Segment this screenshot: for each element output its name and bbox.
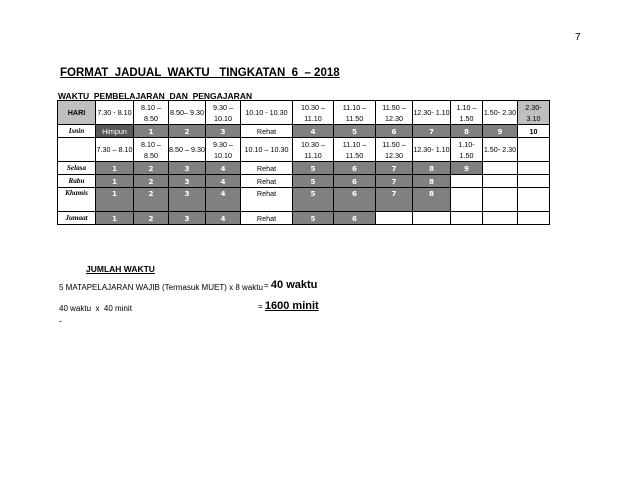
time-cell: 7.30 – 8.10: [96, 138, 134, 162]
period-cell: 1: [96, 188, 134, 212]
period-cell: 9: [483, 125, 518, 138]
day-label: Selasa: [58, 162, 96, 175]
empty-cell: [376, 212, 413, 225]
period-cell: 6: [334, 175, 376, 188]
time-header-cell: 10.30 – 11.10: [293, 101, 334, 125]
time-header-cell: 10.10 - 10.30: [241, 101, 293, 125]
time-header-cell: 8.50– 9.30: [169, 101, 206, 125]
period-cell: 4: [206, 162, 241, 175]
equals-sign: =: [258, 302, 263, 311]
period-cell: 2: [134, 162, 169, 175]
page-number: 7: [575, 32, 581, 43]
empty-cell: [518, 162, 550, 175]
period-cell: 8: [451, 125, 483, 138]
period-cell: 10: [518, 125, 550, 138]
day-label: Rabu: [58, 175, 96, 188]
empty-cell: [483, 175, 518, 188]
time-cell: 1.50- 2.30: [483, 138, 518, 162]
empty-cell: [483, 212, 518, 225]
empty-cell: [518, 138, 550, 162]
period-cell: 2: [134, 188, 169, 212]
calc-result-2: [258, 300, 319, 312]
time-header-cell: 2.30- 3.10: [518, 101, 550, 125]
rehat-cell: Rehat: [241, 175, 293, 188]
time-header-cell: 7.30 - 8.10: [96, 101, 134, 125]
empty-cell: [58, 138, 96, 162]
period-cell: 3: [206, 125, 241, 138]
period-cell: 5: [293, 188, 334, 212]
calc-result-1: [264, 279, 317, 291]
period-cell: 4: [206, 175, 241, 188]
period-cell: 1: [134, 125, 169, 138]
header-row: [58, 101, 550, 125]
empty-cell: [451, 212, 483, 225]
period-cell: 5: [334, 125, 376, 138]
time-header-cell: 8.10 – 8.50: [134, 101, 169, 125]
selasa-row: [58, 162, 550, 175]
rabu-row: [58, 175, 550, 188]
time-cell: 8.10 – 8.50: [134, 138, 169, 162]
period-cell: 6: [376, 125, 413, 138]
period-cell: 9: [451, 162, 483, 175]
rehat-cell: Rehat: [241, 125, 293, 138]
jumaat-row: [58, 212, 550, 225]
period-cell: 5: [293, 175, 334, 188]
empty-cell: [483, 162, 518, 175]
empty-cell: [483, 188, 518, 212]
period-cell: 5: [293, 162, 334, 175]
time-header-cell: 1.10 – 1.50: [451, 101, 483, 125]
period-cell: 7: [413, 125, 451, 138]
empty-cell: [518, 188, 550, 212]
day-label: Isnin: [58, 125, 96, 138]
day-label: Khamis: [58, 188, 96, 212]
empty-cell: [413, 212, 451, 225]
isnin-row: [58, 125, 550, 138]
himpun-cell: Himpun: [96, 125, 134, 138]
period-cell: 4: [293, 125, 334, 138]
hari-label: HARI: [58, 101, 96, 125]
period-cell: 1: [96, 162, 134, 175]
time-header-cell: 12.30- 1.10: [413, 101, 451, 125]
jumlah-waktu-heading: JUMLAH WAKTU: [86, 264, 155, 274]
empty-cell: [451, 175, 483, 188]
period-cell: 6: [334, 188, 376, 212]
period-cell: 5: [293, 212, 334, 225]
rehat-cell: Rehat: [241, 162, 293, 175]
time-cell: 8.50 – 9.30: [169, 138, 206, 162]
calc-line-2: 40 waktu x 40 minit: [59, 304, 132, 313]
period-cell: 3: [169, 175, 206, 188]
period-cell: 2: [134, 175, 169, 188]
time-header-cell: 11.50 – 12.30: [376, 101, 413, 125]
period-cell: 1: [96, 175, 134, 188]
period-cell: 3: [169, 212, 206, 225]
result-40-waktu: 40 waktu: [270, 279, 318, 291]
page-title: FORMAT JADUAL WAKTU TINGKATAN 6 – 2018: [60, 67, 340, 79]
section-subtitle: WAKTU PEMBELAJARAN DAN PENGAJARAN: [58, 91, 253, 101]
calc-line-1: 5 MATAPELAJARAN WAJIB (Termasuk MUET) x 8 waktu: [59, 283, 263, 292]
period-cell: 2: [169, 125, 206, 138]
footer-dash: -: [59, 316, 62, 326]
period-cell: 3: [169, 188, 206, 212]
period-cell: 2: [134, 212, 169, 225]
period-cell: 6: [334, 162, 376, 175]
period-cell: 6: [334, 212, 376, 225]
period-cell: 4: [206, 212, 241, 225]
time-cell: 10.10 – 10.30: [241, 138, 293, 162]
period-cell: 8: [413, 175, 451, 188]
time-header-cell: 1.50- 2.30: [483, 101, 518, 125]
khamis-row: [58, 188, 550, 212]
equals-sign: =: [264, 281, 269, 290]
time-cell: 11.10 – 11.50: [334, 138, 376, 162]
rehat-cell: Rehat: [241, 212, 293, 225]
result-1600-minit: 1600 minit: [264, 300, 319, 312]
period-cell: 8: [413, 162, 451, 175]
day-label: Jumaat: [58, 212, 96, 225]
period-cell: 8: [413, 188, 451, 212]
time-header-cell: 9.30 – 10.10: [206, 101, 241, 125]
period-cell: 7: [376, 175, 413, 188]
time-cell: 1.10- 1.50: [451, 138, 483, 162]
rehat-cell: Rehat: [241, 188, 293, 212]
period-cell: 3: [169, 162, 206, 175]
time-cell: 12.30- 1.10: [413, 138, 451, 162]
time-cell: 11.50 – 12.30: [376, 138, 413, 162]
time-cell: 9.30 – 10.10: [206, 138, 241, 162]
period-cell: 7: [376, 188, 413, 212]
period-cell: 1: [96, 212, 134, 225]
empty-cell: [518, 175, 550, 188]
time-header-cell: 11.10 – 11.50: [334, 101, 376, 125]
time-cell: 10.30 – 11.10: [293, 138, 334, 162]
mid-time-row: [58, 138, 550, 162]
timetable: [57, 100, 550, 225]
empty-cell: [451, 188, 483, 212]
period-cell: 7: [376, 162, 413, 175]
period-cell: 4: [206, 188, 241, 212]
empty-cell: [518, 212, 550, 225]
